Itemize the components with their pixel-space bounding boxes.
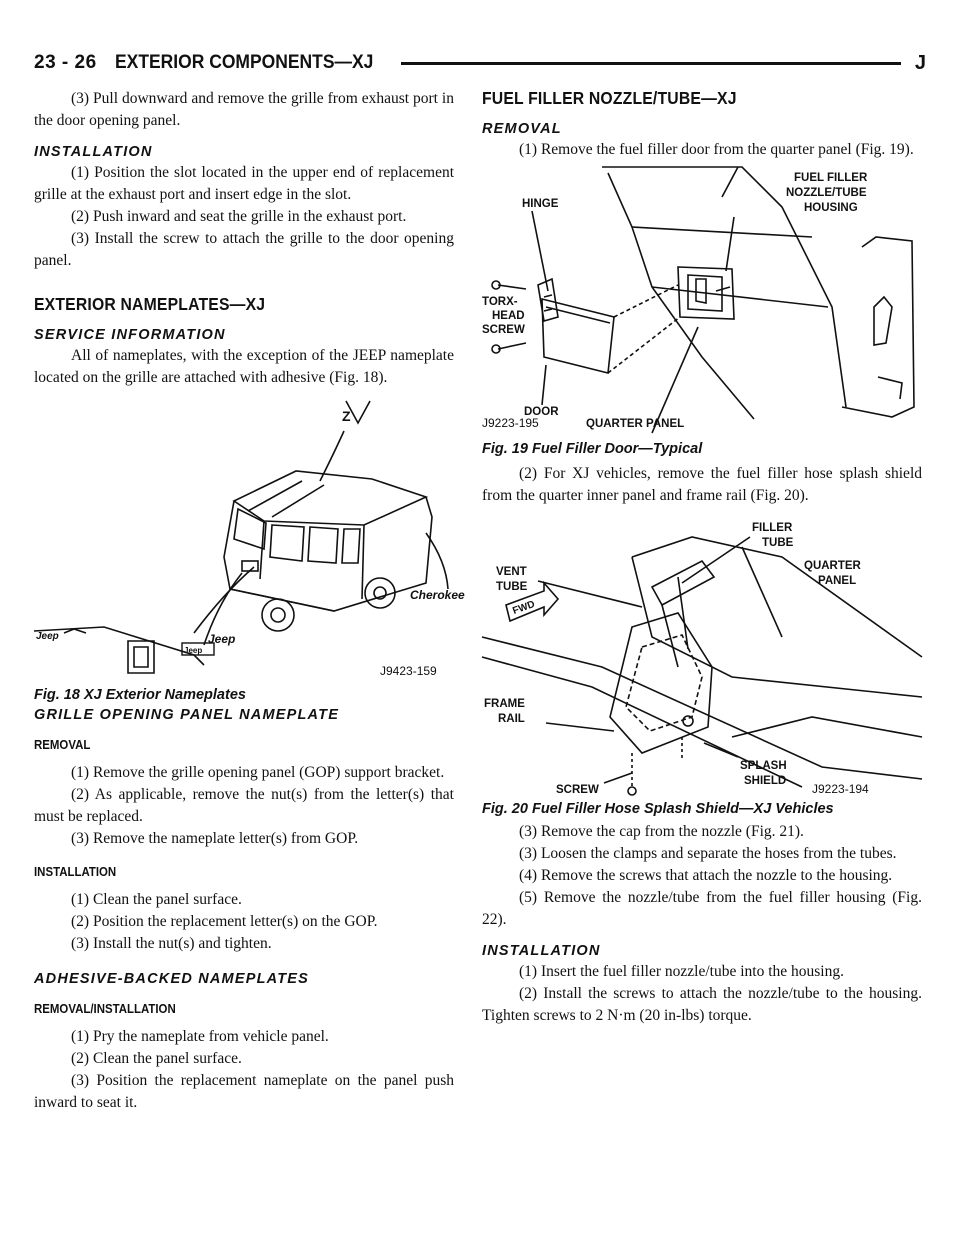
adhesive-removal-installation-heading: REMOVAL/INSTALLATION xyxy=(34,1001,176,1016)
grille-removal-step-3: (3) Pull downward and remove the grille from exhaust port in the door opening panel. xyxy=(34,90,454,129)
torx-label-3: SCREW xyxy=(482,324,525,336)
gop-install-step-1: (1) Clean the panel surface. xyxy=(71,891,242,908)
screw-label: SCREW xyxy=(556,784,599,796)
adhesive-step-2: (2) Clean the panel surface. xyxy=(71,1050,242,1067)
service-information-heading: SERVICE INFORMATION xyxy=(34,327,226,343)
z-badge-label: Z xyxy=(342,408,351,424)
grille-installation-heading: INSTALLATION xyxy=(34,144,153,160)
figure-18 xyxy=(34,393,465,685)
fuel-install-step-1: (1) Insert the fuel filler nozzle/tube into the housing. xyxy=(519,963,844,980)
housing-label-1: FUEL FILLER xyxy=(794,172,868,184)
splash-shield-illustration xyxy=(482,517,922,797)
gop-removal-step-1: (1) Remove the grille opening panel (GOP) support bracket. xyxy=(71,764,445,781)
jeep-badge-label: Jeep xyxy=(208,632,236,646)
figure-19-caption: Fig. 19 Fuel Filler Door—Typical xyxy=(482,441,703,457)
gop-nameplate-heading: GRILLE OPENING PANEL NAMEPLATE xyxy=(34,707,340,723)
adhesive-step-3: (3) Position the replacement nameplate on the panel push inward to seat it. xyxy=(34,1072,454,1111)
gop-jeep-badge-label: Jeep xyxy=(36,631,59,642)
section-title: EXTERIOR COMPONENTS—XJ xyxy=(114,52,374,73)
quarter-panel-label-2: PANEL xyxy=(818,575,857,587)
grille-install-step-1: (1) Position the slot located in the upper end of replacement grille at the exhaust port and insert edge in the slot. xyxy=(34,164,454,203)
figure-20 xyxy=(482,517,922,797)
figure-18-caption: Fig. 18 XJ Exterior Nameplates xyxy=(34,687,246,703)
figure-19-code: J9223-195 xyxy=(482,416,539,430)
fuel-removal-step-4: (4) Remove the screws that attach the nozzle to the housing. xyxy=(519,867,893,884)
vent-tube-label-1: VENT xyxy=(496,566,527,578)
adhesive-nameplates-heading: ADHESIVE-BACKED NAMEPLATES xyxy=(34,971,310,987)
gop-install-step-2: (2) Position the replacement letter(s) on the GOP. xyxy=(71,913,378,930)
fuel-installation-heading: INSTALLATION xyxy=(482,943,601,959)
housing-label-3: HOUSING xyxy=(804,202,858,214)
grille-install-step-3: (3) Install the screw to attach the grille to the door opening panel. xyxy=(34,230,454,269)
fuel-removal-step-2: (2) For XJ vehicles, remove the fuel filler hose splash shield from the quarter inner panel and frame rail (Fig. 20). xyxy=(482,465,922,504)
nameplates-heading: EXTERIOR NAMEPLATES—XJ xyxy=(34,294,266,314)
filler-tube-label-1: FILLER xyxy=(752,522,793,534)
fuel-removal-step-1: (1) Remove the fuel filler door from the quarter panel (Fig. 19). xyxy=(519,141,914,158)
grille-install-step-2: (2) Push inward and seat the grille in the exhaust port. xyxy=(71,208,407,225)
right-column xyxy=(482,88,922,1027)
jeep-nameplates-illustration xyxy=(34,393,465,685)
gop-removal-step-3: (3) Remove the nameplate letter(s) from GOP. xyxy=(71,830,359,847)
left-column xyxy=(34,88,465,1114)
torx-label-2: HEAD xyxy=(492,310,525,322)
gop-installation-heading: INSTALLATION xyxy=(34,864,117,879)
door-label: DOOR xyxy=(524,406,559,418)
figure-20-caption: Fig. 20 Fuel Filler Hose Splash Shield—XJ Vehicles xyxy=(482,801,834,817)
gop-removal-heading: REMOVAL xyxy=(34,737,91,752)
model-letter: J xyxy=(914,51,926,74)
fuel-filler-heading: FUEL FILLER NOZZLE/TUBE—XJ xyxy=(482,88,737,108)
figure-19 xyxy=(482,167,922,429)
fuel-removal-step-3b: (3) Loosen the clamps and separate the hoses from the tubes. xyxy=(519,845,897,862)
gop-removal-step-2: (2) As applicable, remove the nut(s) from the letter(s) that must be replaced. xyxy=(34,786,454,825)
torx-label-1: TORX- xyxy=(482,296,518,308)
cherokee-badge-label: Cherokee xyxy=(410,588,465,602)
splash-shield-label-2: SHIELD xyxy=(744,775,787,787)
quarter-panel-label-1: QUARTER xyxy=(804,560,861,572)
frame-rail-label-2: RAIL xyxy=(498,713,525,725)
adhesive-step-1: (1) Pry the nameplate from vehicle panel. xyxy=(71,1028,329,1045)
fuel-filler-door-illustration xyxy=(482,167,922,429)
figure-20-code: J9223-194 xyxy=(812,782,869,796)
page-header xyxy=(34,48,926,78)
header-rule xyxy=(401,62,900,65)
fwd-label: FWD xyxy=(511,598,537,617)
splash-shield-label-1: SPLASH xyxy=(740,760,787,772)
figure-18-code: J9423-159 xyxy=(380,664,437,678)
housing-label-2: NOZZLE/TUBE xyxy=(786,187,867,199)
hinge-label: HINGE xyxy=(522,198,559,210)
page-number: 23 - 26 xyxy=(34,52,97,73)
rear-badge-label: Jeep xyxy=(184,646,203,655)
fuel-removal-step-3a: (3) Remove the cap from the nozzle (Fig. 21). xyxy=(519,823,804,840)
fuel-removal-heading: REMOVAL xyxy=(482,121,562,137)
fuel-removal-step-5: (5) Remove the nozzle/tube from the fuel filler housing (Fig. 22). xyxy=(482,889,922,928)
vent-tube-label-2: TUBE xyxy=(496,581,528,593)
filler-tube-label-2: TUBE xyxy=(762,537,794,549)
quarter-panel-label: QUARTER PANEL xyxy=(586,418,685,430)
fuel-install-step-2: (2) Install the screws to attach the nozzle/tube to the housing. Tighten screws to 2 N·m (20 in-lbs) torque. xyxy=(482,985,922,1024)
gop-install-step-3: (3) Install the nut(s) and tighten. xyxy=(71,935,272,952)
service-information-text: All of nameplates, with the exception of the JEEP nameplate located on the grille are attached with adhesive (Fig. 18). xyxy=(34,347,454,386)
frame-rail-label-1: FRAME xyxy=(484,698,525,710)
